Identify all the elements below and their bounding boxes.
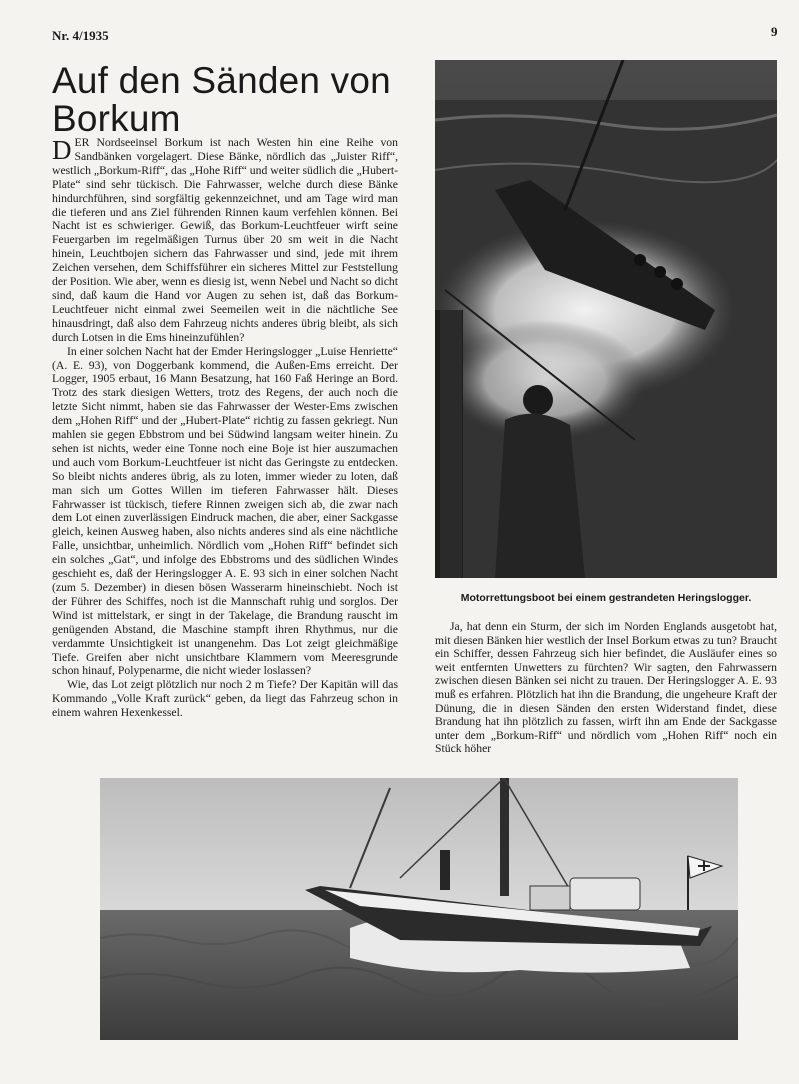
photo-caption: Motorrettungsboot bei einem gestrandeten Heringslogger. — [460, 592, 752, 604]
drop-cap: D — [52, 135, 72, 165]
article-title: Auf den Sänden von Borkum — [52, 60, 391, 139]
paragraph-4: Ja, hat denn ein Sturm, der sich im Norden Englands ausgetobt hat, mit diesen Bänken hier westlich der Insel Borkum etwas zu tun? Braucht ein Schiffer, dessen Fahrzeug sich hier befindet, die Ausläufer eines so weit entfernten Unwetters zu fürchten? Wir sagten, den Fahrwassern zwischen diesen Bänken sei nicht zu trauen. Der Heringslogger A. E. 93 muß es erfahren. Plötzlich hat ihn die Brandung, die ungeheure Kraft der Dünung, die in diesen Sänden den ersten Widerstand findet, diese Brandung hat ihn plötzlich zu fassen, wirft ihn am Ende der Sackgasse unter dem „Borkum-Riff“ und nördlich vom „Hohen Riff“ noch ein Stück höher — [435, 620, 777, 756]
page-number: 9 — [771, 24, 778, 39]
photo-rescue-boat-in-surf — [435, 60, 777, 578]
article-left-column — [52, 136, 398, 720]
article-right-column — [435, 620, 777, 756]
issue-number: Nr. 4/1935 — [52, 28, 109, 43]
paragraph-2: In einer solchen Nacht hat der Emder Heringslogger „Luise Henriette“ (A. E. 93), von Doggerbank kommend, die Außen-Ems erreicht. Der Logger, 1905 erbaut, 16 Mann Besatzung, hat 160 Faß Heringe an Bord. Trotz des stark diesigen Wetters, trotz des Regens, der auch noch die letzte Sicht nimmt, haben sie das Fahrwasser der Wester-Ems zwischen dem „Hohen Riff“ und der „Hubert-Plate“ richtig zu fassen gekriegt. Nun mahlen sie gegen Ebbstrom und bei Südwind langsam weiter hinein. Zu sehen ist nichts, weder eine Tonne noch eine Boje ist hier auszumachen und auch vom Borkum-Leuchtfeuer ist nicht das Geringste zu entdecken. So bleibt nichts anderes übrig, als zu loten, immer wieder zu loten, daß man sich um Gottes Willen im tieferen Fahrwasser hält. Dieses Fahrwasser ist tückisch, tiefere Rinnen zweigen sich ab, die zwar nach dem Lot einen zuverlässigen Eindruck machen, die aber, einer Sackgasse gleich, keinen Ausweg haben, also nichts anderes sind als eine nächtliche Falle, unsichtbar, unheimlich. Nördlich vom „Hohen Riff“ befindet sich ein solches „Gat“, und infolge des Ebbstroms und des südlichen Windes geschieht es, daß der Heringslogger A. E. 93 sich in einer solchen Nacht (zum 5. Dezember) in diesen bösen Wasserarm hineinschiebt. Noch ist der Führer des Schiffes, noch ist die Mannschaft ruhig und sorglos. Der Wind ist mittelstark, er singt in der Takelage, die Brandung rauscht im genügenden Abstand, die Maschine stampft ihren Rhythmus, nur die verdammte Unsichtigkeit ist unangenehm. Das Lot zeigt gleichmäßige Tiefe. Greifen aber nicht unsichtbare Klammern vom Meeresgrunde schon hinauf, Polypenarme, die nicht wieder loslassen? — [52, 344, 398, 678]
paragraph-1-text: ER Nordseeinsel Borkum ist nach Westen hin eine Reihe von Sandbänken vorgelagert. Diese Bänke, nördlich das „Juister Riff“, westlich „Borkum-Riff“, das „Hohe Riff“ und weiter südlich die „Hubert-Plate“ sind sehr tückisch. Die Fahrwasser, welche durch diese Bänke hindurchführen, sind sorgfältig gekennzeichnet, und am Tage wird man die tieferen und ans Ziel führenden Rinnen kaum verfehlen können. Bei Nacht ist es schwieriger. Gewiß, das Borkum-Leuchtfeuer wirft seine Feuergarben im regelmäßigen Turnus über 20 sm weit in die Nacht hinein, Leuchtbojen sichern das Fahrwasser und sind, jede mit ihrem Zeichen versehen, dem Schiffsführer ein sicheres Mittel zur Feststellung der Position. Wie aber, wenn es diesig ist, wenn Nebel und Nacht so dicht sind, daß kaum die Hand vor Augen zu sehen ist, daß das Borkum-Leuchtfeuer nicht einmal zwei Seemeilen weit in die nächtliche See hinausdringt, daß also dem Fahrzeug nichts anderes übrig bleibt, als sich durch Lotsen in die Ems hineinzufühlen? — [52, 136, 398, 344]
paragraph-1 — [52, 136, 398, 345]
paragraph-3: Wie, das Lot zeigt plötzlich nur noch 2 m Tiefe? Der Kapitän will das Kommando „Volle Kraft zurück“ geben, da liegt das Fahrzeug schon in einem wahren Hexenkessel. — [52, 678, 398, 720]
photo-rescue-boat-underway — [100, 778, 738, 1040]
